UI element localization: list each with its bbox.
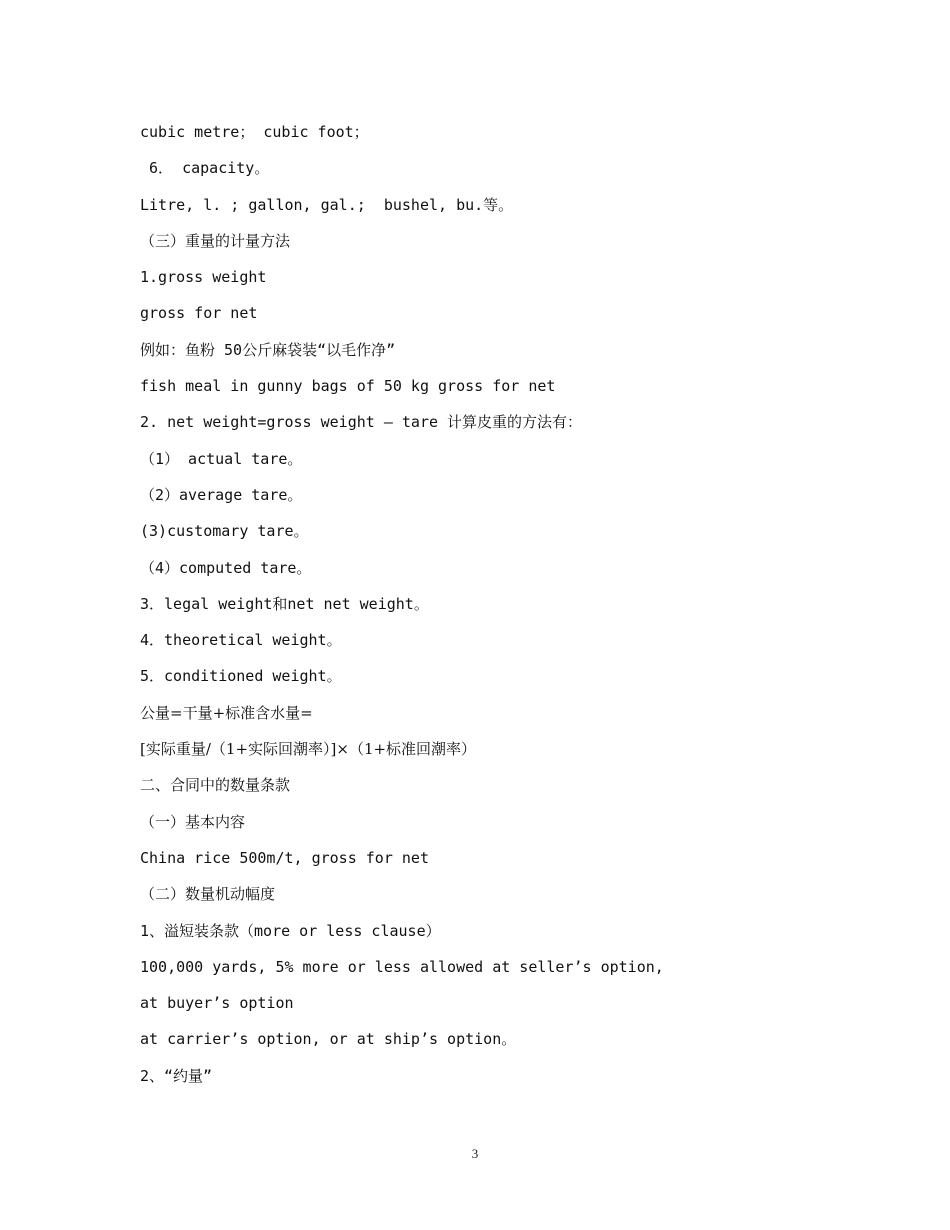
text-line: fish meal in gunny bags of 50 kg gross for net — [140, 377, 556, 396]
page-number: 3 — [471, 1146, 479, 1161]
text-line: gross for net — [140, 304, 258, 323]
text-line: China rice 500m/t, gross for net — [140, 848, 429, 867]
text-line: at carrier’s option, or at ship’s option。 — [140, 1030, 517, 1049]
list-item: (3)customary tare。 — [140, 522, 309, 541]
text-line: 100,000 yards, 5% more or less allowed at seller’s option, — [140, 957, 664, 976]
list-item: （1） actual tare。 — [140, 449, 303, 468]
text-line: 2、“约量” — [140, 1066, 213, 1085]
text-line: Litre, l. ; gallon, gal.; bushel, bu.等。 — [140, 195, 514, 214]
text-line: at buyer’s option — [140, 994, 294, 1013]
subsection-heading: （一）基本内容 — [140, 812, 246, 831]
subsection-heading: （二）数量机动幅度 — [140, 885, 276, 904]
text-line: 3．legal weight和net net weight。 — [140, 594, 429, 613]
section-heading: （三）重量的计量方法 — [140, 231, 291, 250]
text-line: 1.gross weight — [140, 268, 267, 287]
section-heading: 二、合同中的数量条款 — [140, 776, 291, 795]
text-line: 4．theoretical weight。 — [140, 631, 342, 650]
text-line: 6． capacity。 — [140, 159, 270, 178]
document-body — [140, 114, 840, 1094]
text-line: 例如：鱼粉 50公斤麻袋装“以毛作净” — [140, 340, 396, 359]
text-line: 1、溢短装条款（more or less clause） — [140, 921, 441, 940]
text-line: 5．conditioned weight。 — [140, 667, 342, 686]
list-item: （2）average tare。 — [140, 485, 303, 504]
text-line: 2. net weight=gross weight – tare 计算皮重的方法有： — [140, 413, 583, 432]
formula-line: 公量=干量+标准含水量= — [140, 703, 313, 722]
list-item: （4）computed tare。 — [140, 558, 312, 577]
text-line: cubic metre； cubic foot； — [140, 123, 369, 141]
formula-line: [实际重量/（1+实际回潮率）]×（1+标准回潮率） — [140, 740, 477, 759]
